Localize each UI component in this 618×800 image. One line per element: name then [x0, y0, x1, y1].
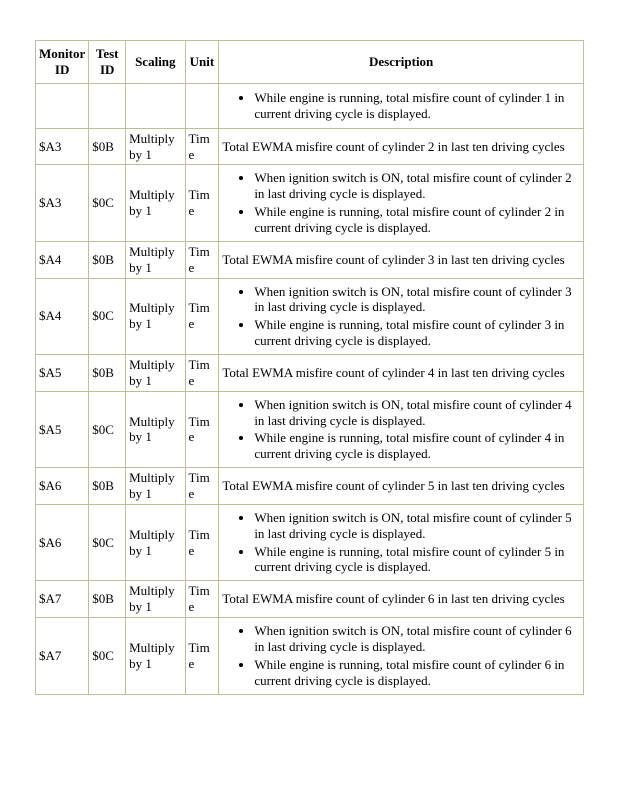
description-bullet: • When ignition switch is ON, total misfire count of cylinder 3 in last driving cycle is displayed.	[254, 284, 580, 316]
unit-cell	[185, 83, 219, 128]
unit-cell: Time	[185, 391, 219, 467]
test-id-cell: $0B	[89, 128, 126, 165]
monitor-id-cell: $A5	[36, 391, 89, 467]
monitor-id-cell: $A6	[36, 468, 89, 505]
column-header-test-id: Test ID	[89, 41, 126, 84]
description-bullet-list	[222, 170, 580, 235]
scaling-cell: Multiply by 1	[126, 278, 185, 354]
test-id-cell: $0B	[89, 468, 126, 505]
description-bullet-list	[222, 623, 580, 688]
description-bullet: • While engine is running, total misfire count of cylinder 1 in current driving cycle is displayed.	[254, 90, 580, 122]
table-header	[36, 41, 584, 84]
monitor-id-cell: $A5	[36, 355, 89, 392]
table-row	[36, 391, 584, 467]
document-page	[35, 40, 584, 695]
table-row	[36, 128, 584, 165]
scaling-cell: Multiply by 1	[126, 355, 185, 392]
scaling-cell: Multiply by 1	[126, 391, 185, 467]
scaling-cell: Multiply by 1	[126, 128, 185, 165]
monitor-id-cell: $A3	[36, 128, 89, 165]
scaling-cell	[126, 83, 185, 128]
description-bullet: • While engine is running, total misfire count of cylinder 5 in current driving cycle is displayed.	[254, 544, 580, 576]
scaling-cell: Multiply by 1	[126, 165, 185, 241]
column-header-monitor-id: Monitor ID	[36, 41, 89, 84]
unit-cell: Time	[185, 128, 219, 165]
test-id-cell: $0C	[89, 504, 126, 580]
unit-cell: Time	[185, 581, 219, 618]
monitor-id-cell	[36, 83, 89, 128]
table-row	[36, 504, 584, 580]
monitor-id-cell: $A7	[36, 581, 89, 618]
description-cell	[219, 83, 584, 128]
table-row	[36, 468, 584, 505]
monitor-id-cell: $A4	[36, 278, 89, 354]
column-header-scaling: Scaling	[126, 41, 185, 84]
header-row	[36, 41, 584, 84]
description-cell	[219, 278, 584, 354]
table-body	[36, 83, 584, 694]
description-cell: Total EWMA misfire count of cylinder 6 in last ten driving cycles	[219, 581, 584, 618]
test-id-cell: $0C	[89, 165, 126, 241]
table-row	[36, 165, 584, 241]
monitor-id-cell: $A4	[36, 241, 89, 278]
unit-cell: Time	[185, 468, 219, 505]
description-cell	[219, 165, 584, 241]
column-header-description: Description	[219, 41, 584, 84]
description-cell: Total EWMA misfire count of cylinder 4 in last ten driving cycles	[219, 355, 584, 392]
description-bullet: • While engine is running, total misfire count of cylinder 6 in current driving cycle is displayed.	[254, 657, 580, 689]
test-id-cell: $0B	[89, 581, 126, 618]
description-bullet: • While engine is running, total misfire count of cylinder 2 in current driving cycle is displayed.	[254, 204, 580, 236]
table-row	[36, 278, 584, 354]
unit-cell: Time	[185, 165, 219, 241]
table-row	[36, 241, 584, 278]
table-row	[36, 618, 584, 694]
scaling-cell: Multiply by 1	[126, 618, 185, 694]
description-cell: Total EWMA misfire count of cylinder 2 in last ten driving cycles	[219, 128, 584, 165]
table-row	[36, 83, 584, 128]
test-id-cell: $0B	[89, 241, 126, 278]
monitor-id-cell: $A6	[36, 504, 89, 580]
scaling-cell: Multiply by 1	[126, 504, 185, 580]
description-bullet: • While engine is running, total misfire count of cylinder 4 in current driving cycle is displayed.	[254, 430, 580, 462]
unit-cell: Time	[185, 241, 219, 278]
description-bullet: • When ignition switch is ON, total misfire count of cylinder 2 in last driving cycle is displayed.	[254, 170, 580, 202]
unit-cell: Time	[185, 278, 219, 354]
description-cell	[219, 618, 584, 694]
unit-cell: Time	[185, 504, 219, 580]
test-id-cell	[89, 83, 126, 128]
description-bullet-list	[222, 284, 580, 349]
test-id-cell: $0B	[89, 355, 126, 392]
description-bullet-list	[222, 397, 580, 462]
description-cell	[219, 504, 584, 580]
misfire-monitor-test-table	[35, 40, 584, 695]
unit-cell: Time	[185, 618, 219, 694]
description-cell	[219, 391, 584, 467]
description-cell: Total EWMA misfire count of cylinder 5 in last ten driving cycles	[219, 468, 584, 505]
description-bullet-list	[222, 90, 580, 122]
test-id-cell: $0C	[89, 618, 126, 694]
scaling-cell: Multiply by 1	[126, 241, 185, 278]
description-cell: Total EWMA misfire count of cylinder 3 in last ten driving cycles	[219, 241, 584, 278]
unit-cell: Time	[185, 355, 219, 392]
test-id-cell: $0C	[89, 391, 126, 467]
scaling-cell: Multiply by 1	[126, 581, 185, 618]
description-bullet: • When ignition switch is ON, total misfire count of cylinder 5 in last driving cycle is displayed.	[254, 510, 580, 542]
monitor-id-cell: $A7	[36, 618, 89, 694]
monitor-id-cell: $A3	[36, 165, 89, 241]
description-bullet-list	[222, 510, 580, 575]
table-row	[36, 581, 584, 618]
description-bullet: • When ignition switch is ON, total misfire count of cylinder 6 in last driving cycle is displayed.	[254, 623, 580, 655]
description-bullet: • When ignition switch is ON, total misfire count of cylinder 4 in last driving cycle is displayed.	[254, 397, 580, 429]
description-bullet: • While engine is running, total misfire count of cylinder 3 in current driving cycle is displayed.	[254, 317, 580, 349]
table-row	[36, 355, 584, 392]
test-id-cell: $0C	[89, 278, 126, 354]
column-header-unit: Unit	[185, 41, 219, 84]
scaling-cell: Multiply by 1	[126, 468, 185, 505]
